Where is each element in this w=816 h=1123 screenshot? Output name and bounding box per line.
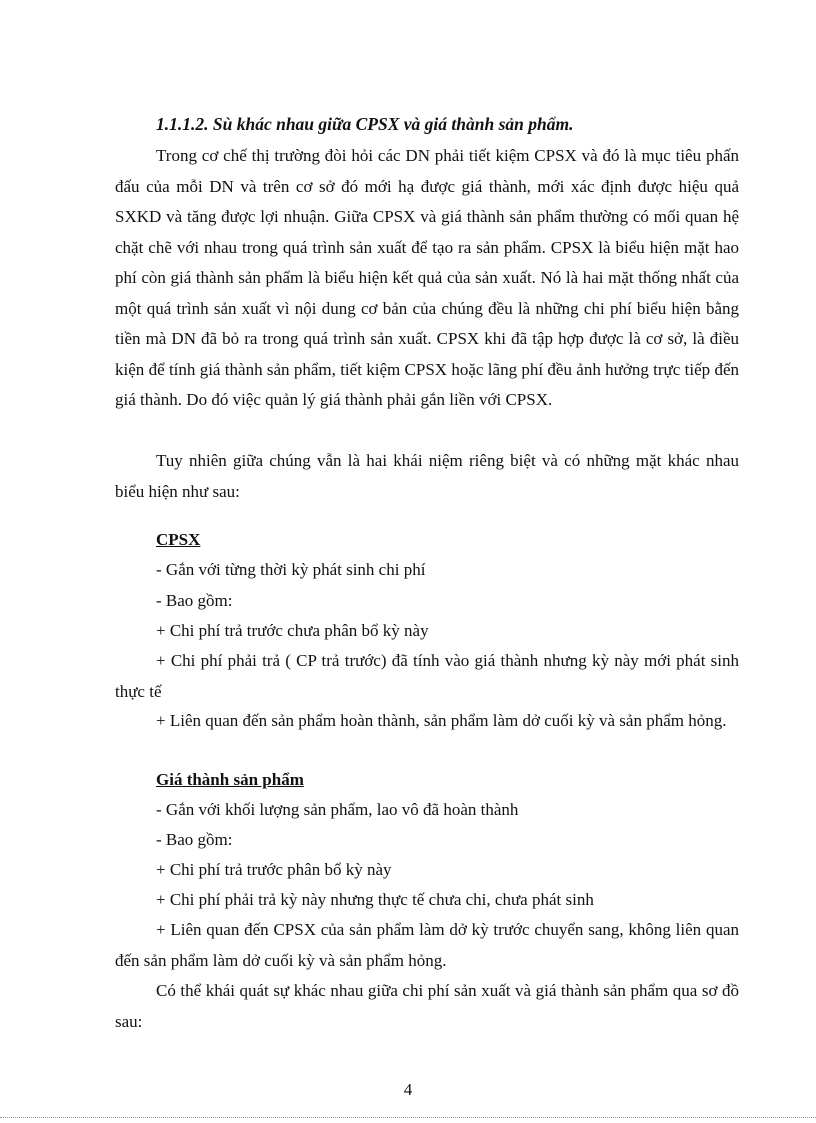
giathanh-title: Giá thành sản phẩm [156,770,304,789]
page-number: 4 [403,1080,413,1099]
section-heading: 1.1.1.2. Sù khác nhau giữa CPSX và giá thành sản phẩm. [156,114,574,134]
cpsx-item-period: - Gắn với từng thời kỳ phát sinh chi phí [156,560,426,579]
cpsx-title: CPSX [156,530,201,549]
giathanh-item-includes: - Bao gồm: [156,830,233,849]
giathanh-item-prepaid: + Chi phí trả trước phân bổ kỳ này [156,860,392,879]
cpsx-item-prepaid: + Chi phí trả trước chưa phân bổ kỳ này [156,621,429,640]
footer-divider [0,1117,816,1118]
giathanh-item-volume: - Gắn với khối lượng sản phẩm, lao vô đã hoàn thành [156,800,519,819]
paragraph-difference: Tuy nhiên giữa chúng vẫn là hai khái niệm riêng biệt và có những mặt khác nhau biểu hiện như sau: [115,451,739,501]
paragraph-intro: Trong cơ chế thị trường đòi hỏi các DN phải tiết kiệm CPSX và đó là mục tiêu phấn đấu của mỗi DN và trên cơ sở đó mới hạ được giá thành, mới xác định được hiệu quả SXKD và tăng được lợi nhuận. Giữa CPSX và giá thành sản phẩm thường có mối quan hệ chặt chẽ với nhau trong quá trình sản xuất để tạo ra sản phẩm. CPSX là biểu hiện mặt hao phí còn giá thành sản phẩm là biểu hiện kết quả của sản xuất. Nó là hai mặt thống nhất của một quá trình sản xuất vì nội dung cơ bản của chúng đều là những chi phí biểu hiện bằng tiền mà DN đã bỏ ra trong quá trình sản xuất. CPSX khi đã tập hợp được là cơ sở, là điều kiện để tính giá thành sản phẩm, tiết kiệm CPSX hoặc lãng phí đều ảnh hưởng trực tiếp đến giá thành. Do đó việc quản lý giá thành phải gắn liền với CPSX. [115,146,739,409]
giathanh-item-related: + Liên quan đến CPSX của sản phẩm làm dở kỳ trước chuyển sang, không liên quan đến sản phẩm làm dở cuối kỳ và sản phẩm hỏng. [115,920,739,970]
cpsx-item-includes: - Bao gồm: [156,591,233,610]
giathanh-item-payable: + Chi phí phải trả kỳ này nhưng thực tế chưa chi, chưa phát sinh [156,890,594,909]
paragraph-summary: Có thể khái quát sự khác nhau giữa chi phí sản xuất và giá thành sản phẩm qua sơ đồ sau: [115,981,739,1031]
cpsx-item-payable: + Chi phí phải trả ( CP trả trước) đã tính vào giá thành nhưng kỳ này mới phát sinh thực tế [115,651,739,701]
cpsx-item-related: + Liên quan đến sản phẩm hoàn thành, sản phẩm làm dở cuối kỳ và sản phẩm hỏng. [156,711,727,730]
